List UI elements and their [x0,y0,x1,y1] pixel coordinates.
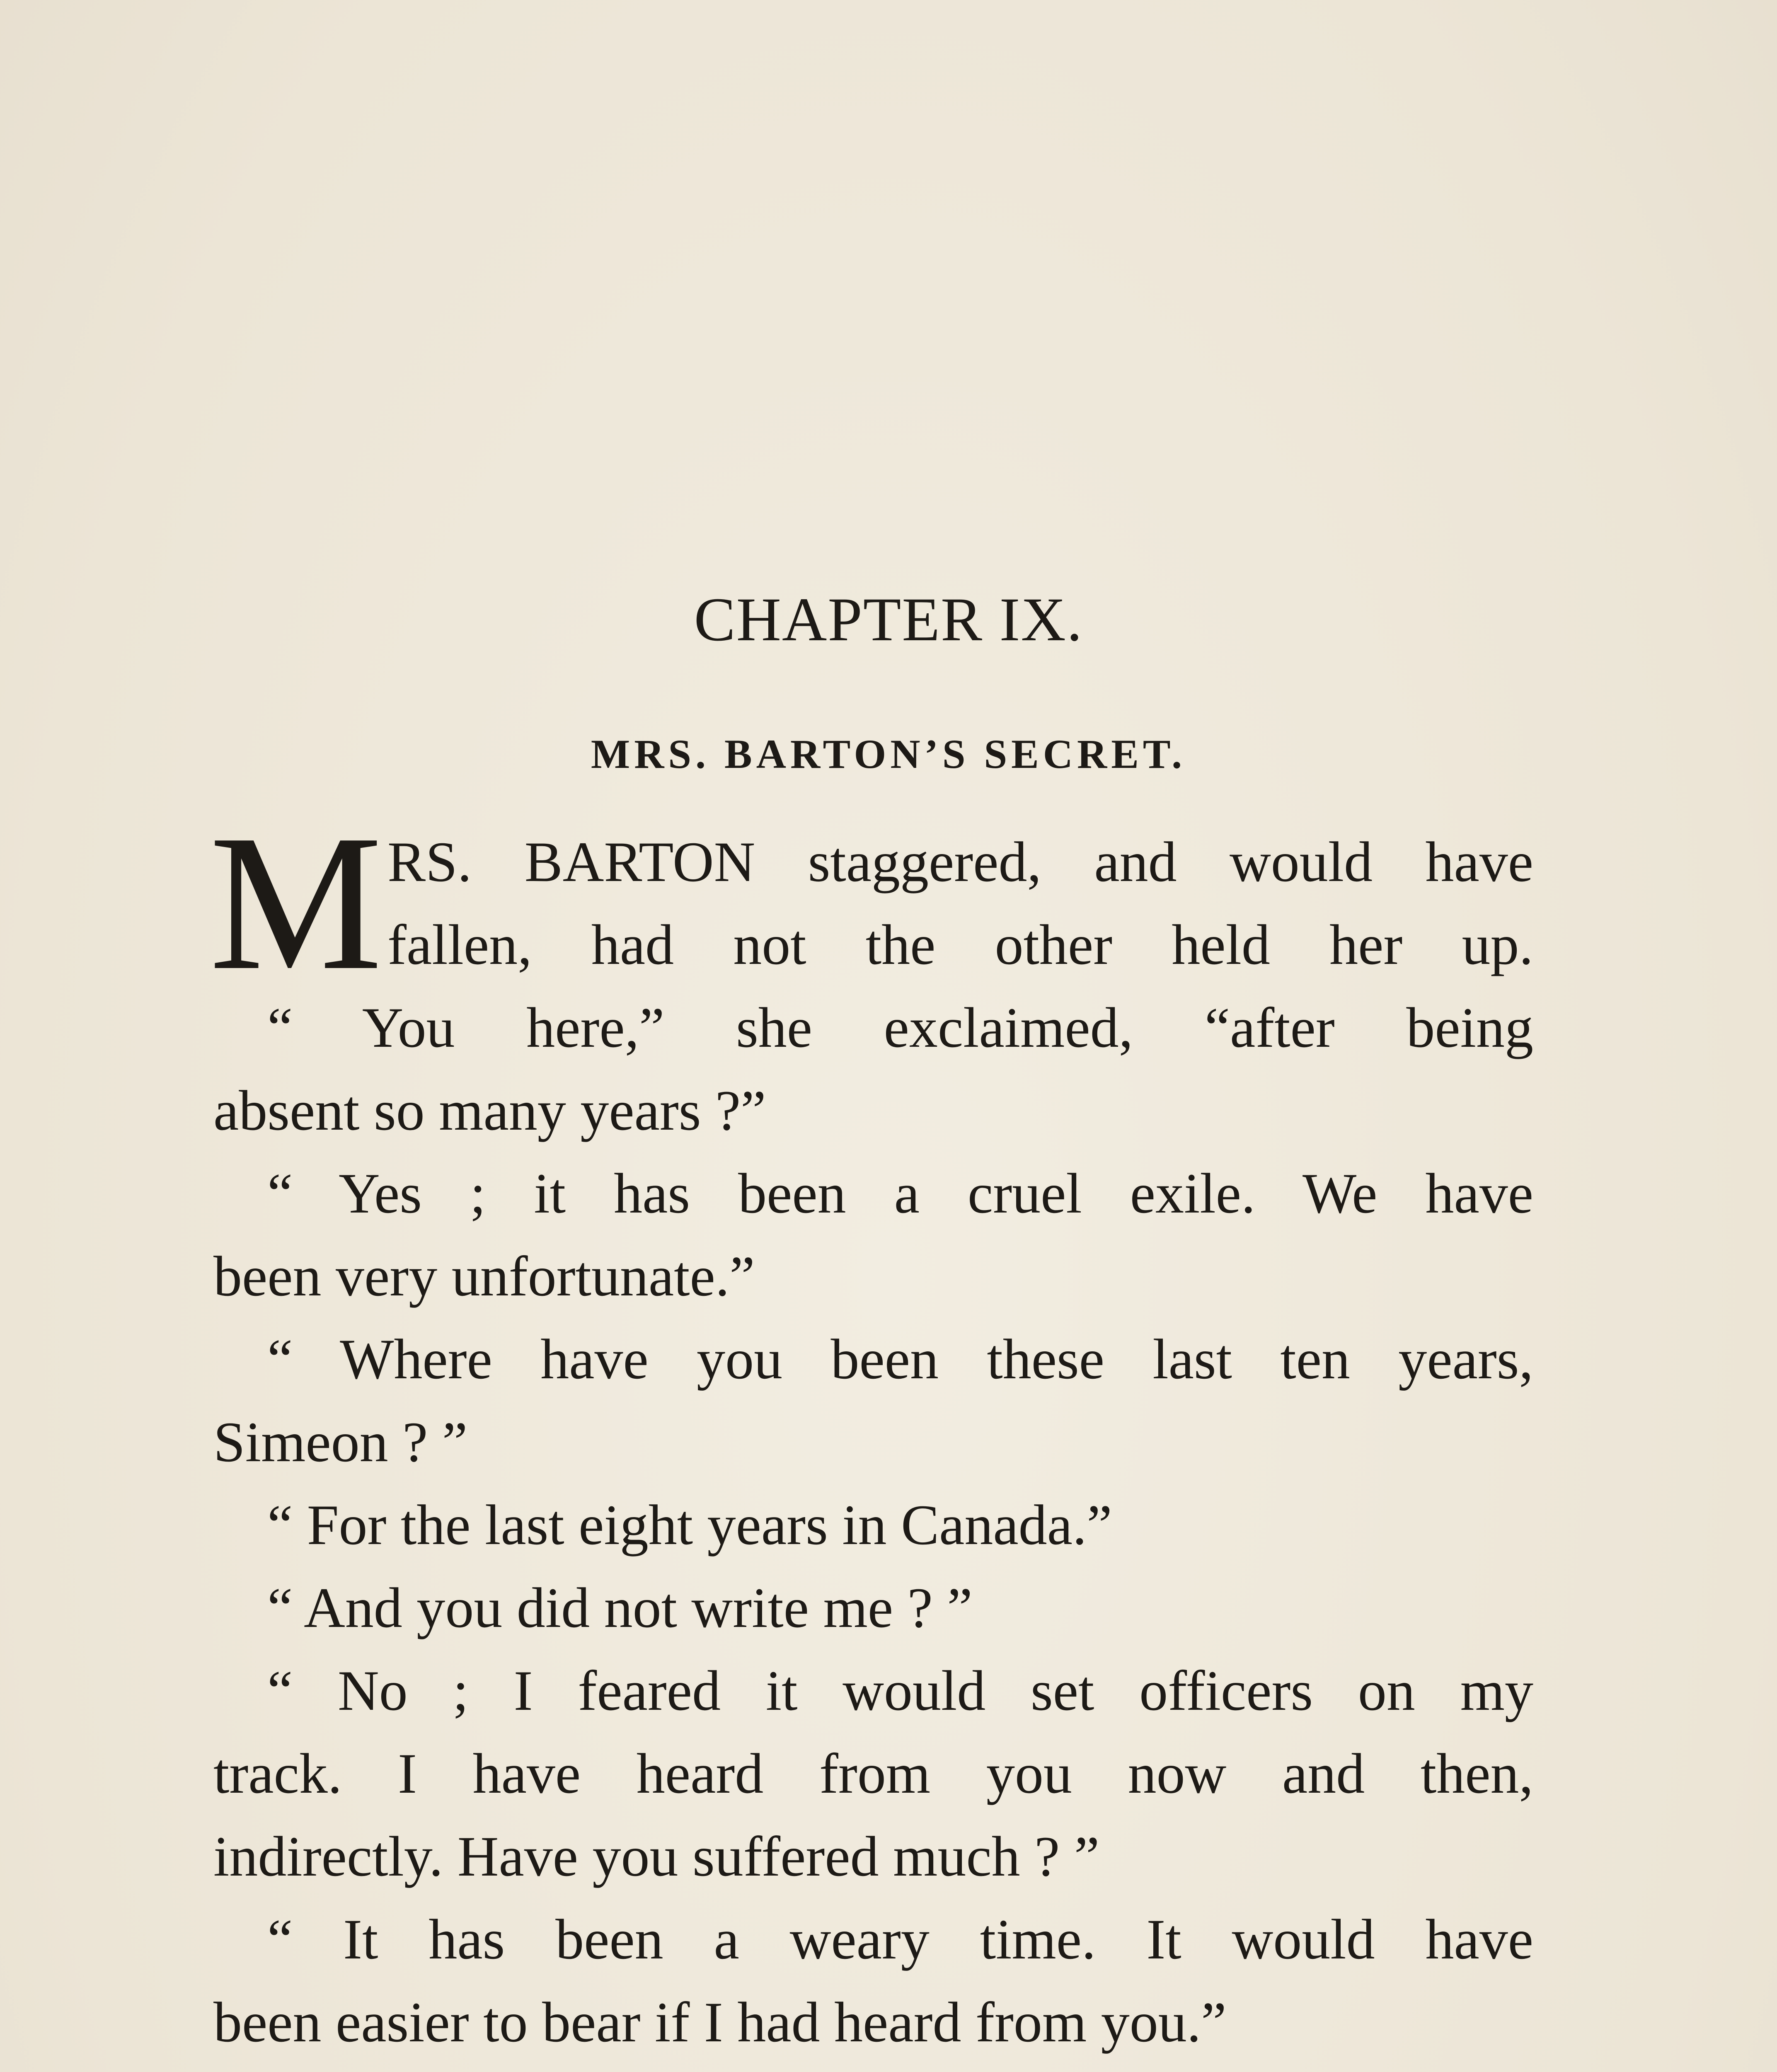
opening-paragraph-start [209,794,1533,1010]
text-line: RS. BARTON staggered, and would have [387,830,1533,893]
text-line: fallen, had not the other held her up. [387,913,1533,976]
text-line: “ You here,” she exclaimed, “after being [267,996,1533,1059]
drop-cap: M [209,794,383,1010]
text-line: “ Where have you been these last ten years, [267,1327,1533,1391]
text-line: Simeon ? ” [213,1410,468,1474]
text-line: absent so many years ?” [213,1079,766,1142]
text-line: “ No ; I feared it would set officers on my [267,1659,1533,1722]
text-line: track. I have heard from you now and then, [213,1742,1533,1805]
chapter-title: CHAPTER IX. [694,585,1083,654]
text-line: “ For the last eight years in Canada.” [267,1493,1112,1556]
text-line: “ It has been a weary time. It would have [267,1907,1533,1971]
text-line: indirectly. Have you suffered much ? ” [213,1825,1100,1888]
text-line [213,2064,1533,2072]
text-line: been easier to bear if I had heard from you.” [213,1990,1227,2054]
chapter-subtitle: MRS. BARTON’S SECRET. [591,731,1186,777]
text-line: been very unfortunate.” [213,1244,755,1308]
text-line: “ Yes ; it has been a cruel exile. We have [267,1162,1533,1225]
text-line: “ And you did not write me ? ” [267,1576,973,1639]
chapter-body [209,794,1533,2072]
